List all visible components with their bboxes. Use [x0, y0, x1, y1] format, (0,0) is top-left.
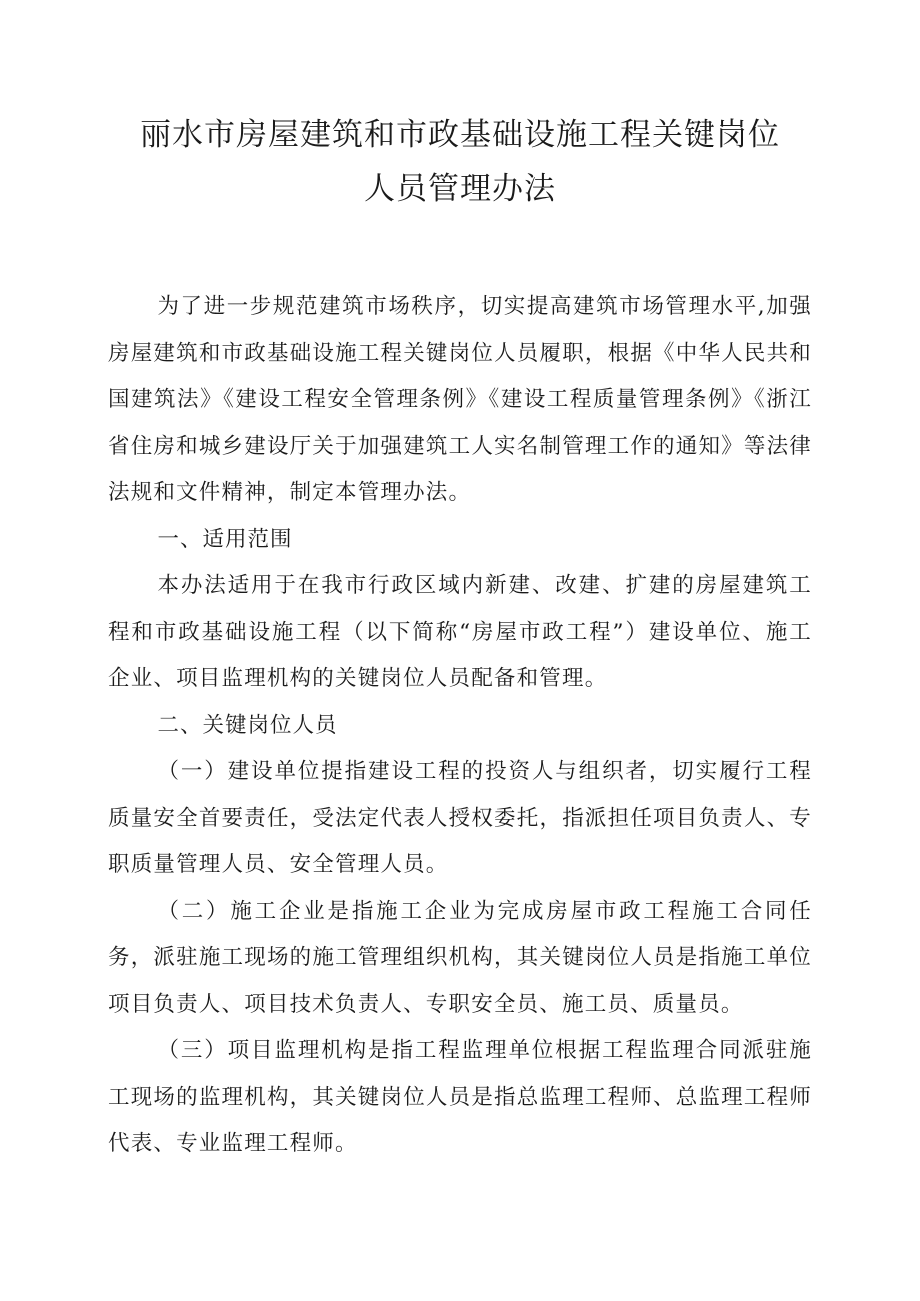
section-2-item-3: （三）项目监理机构是指工程监理单位根据工程监理合同派驻施工现场的监理机构，其关键岗位人员是指总监理工程师、总监理工程师代表、专业监理工程师。	[108, 1038, 812, 1156]
intro-paragraph: 为了进一步规范建筑市场秩序，切实提高建筑市场管理水平,加强房屋建筑和市政基础设施工程关键岗位人员履职，根据《中华人民共和国建筑法》《建设工程安全管理条例》《建设工程质量管理条例》《浙江省住房和城乡建设厅关于加强建筑工人实名制管理工作的通知》等法律法规和文件精神，制定本管理办法。	[108, 294, 812, 505]
document-title	[108, 108, 812, 216]
section-2-item-1: （一）建设单位提指建设工程的投资人与组织者，切实履行工程质量安全首要责任，受法定代表人授权委托，指派担任项目负责人、专职质量管理人员、安全管理人员。	[108, 759, 812, 877]
section-1-paragraph: 本办法适用于在我市行政区域内新建、改建、扩建的房屋建筑工程和市政基础设施工程（以下简称“房屋市政工程”）建设单位、施工企业、项目监理机构的关键岗位人员配备和管理。	[108, 573, 812, 691]
title-line-2: 人员管理办法	[364, 171, 556, 207]
section-1-heading: 一、适用范围	[157, 526, 293, 552]
section-2-heading: 二、关键岗位人员	[157, 712, 338, 738]
document-body	[108, 284, 812, 1168]
title-line-1: 丽水市房屋建筑和市政基础设施工程关键岗位	[140, 117, 780, 153]
section-2-item-2: （二）施工企业是指施工企业为完成房屋市政工程施工合同任务，派驻施工现场的施工管理组织机构，其关键岗位人员是指施工单位项目负责人、项目技术负责人、专职安全员、施工员、质量员。	[108, 898, 812, 1017]
